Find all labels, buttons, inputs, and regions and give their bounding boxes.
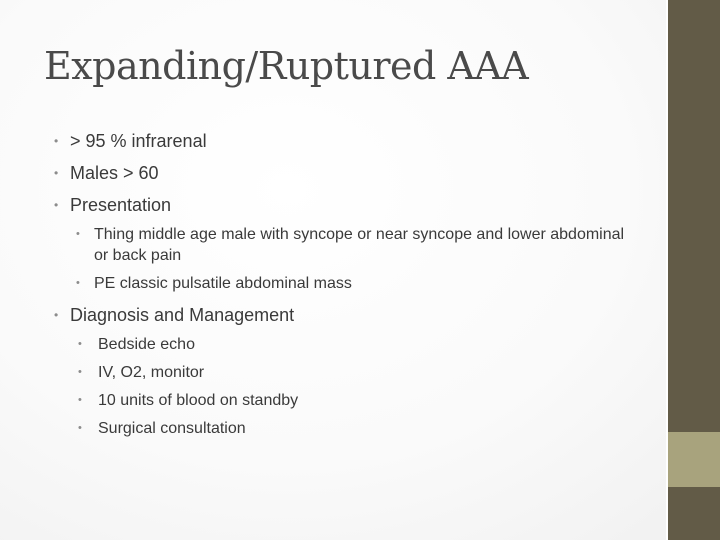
- bullet-item: [50, 162, 640, 184]
- bullet-text: Males > 60: [70, 163, 159, 183]
- bullet-icon: •: [54, 166, 59, 180]
- sub-bullet-item: [74, 224, 640, 266]
- bullet-item: [50, 194, 640, 294]
- sub-bullet-icon: •: [78, 422, 82, 434]
- bullet-icon: •: [54, 134, 59, 148]
- sub-bullet-icon: •: [78, 366, 82, 378]
- sub-bullet-item: [74, 390, 640, 411]
- slide-title: Expanding/Ruptured AAA: [44, 44, 529, 88]
- sub-bullet-text: Thing middle age male with syncope or near syncope and lower abdominal or back pain: [94, 226, 625, 264]
- bullet-item: [50, 304, 640, 439]
- bullet-text: Diagnosis and Management: [70, 305, 295, 325]
- sub-bullet-text: PE classic pulsatile abdominal mass: [94, 275, 352, 292]
- sub-bullet-icon: •: [76, 277, 80, 289]
- sub-bullet-text: Bedside echo: [98, 336, 195, 353]
- bullet-text: > 95 % infrarenal: [70, 131, 207, 151]
- sub-bullet-icon: •: [76, 228, 80, 240]
- bullet-icon: •: [54, 308, 59, 322]
- sub-bullet-text: Surgical consultation: [98, 420, 246, 437]
- sub-bullet-icon: •: [78, 394, 82, 406]
- sub-bullet-item: [74, 418, 640, 439]
- sub-bullet-item: [74, 273, 640, 294]
- side-accent-block: [668, 432, 720, 487]
- sub-bullet-item: [74, 334, 640, 355]
- bullet-list: [50, 130, 640, 449]
- sub-bullet-icon: •: [78, 338, 82, 350]
- sub-bullet-text: IV, O2, monitor: [98, 364, 205, 381]
- bullet-icon: •: [54, 198, 59, 212]
- sub-bullet-text: 10 units of blood on standby: [98, 392, 299, 409]
- bullet-text: Presentation: [70, 195, 172, 215]
- bullet-item: [50, 130, 640, 152]
- sub-bullet-item: [74, 362, 640, 383]
- sub-bullet-list: [74, 334, 640, 439]
- sub-bullet-list: [74, 224, 640, 294]
